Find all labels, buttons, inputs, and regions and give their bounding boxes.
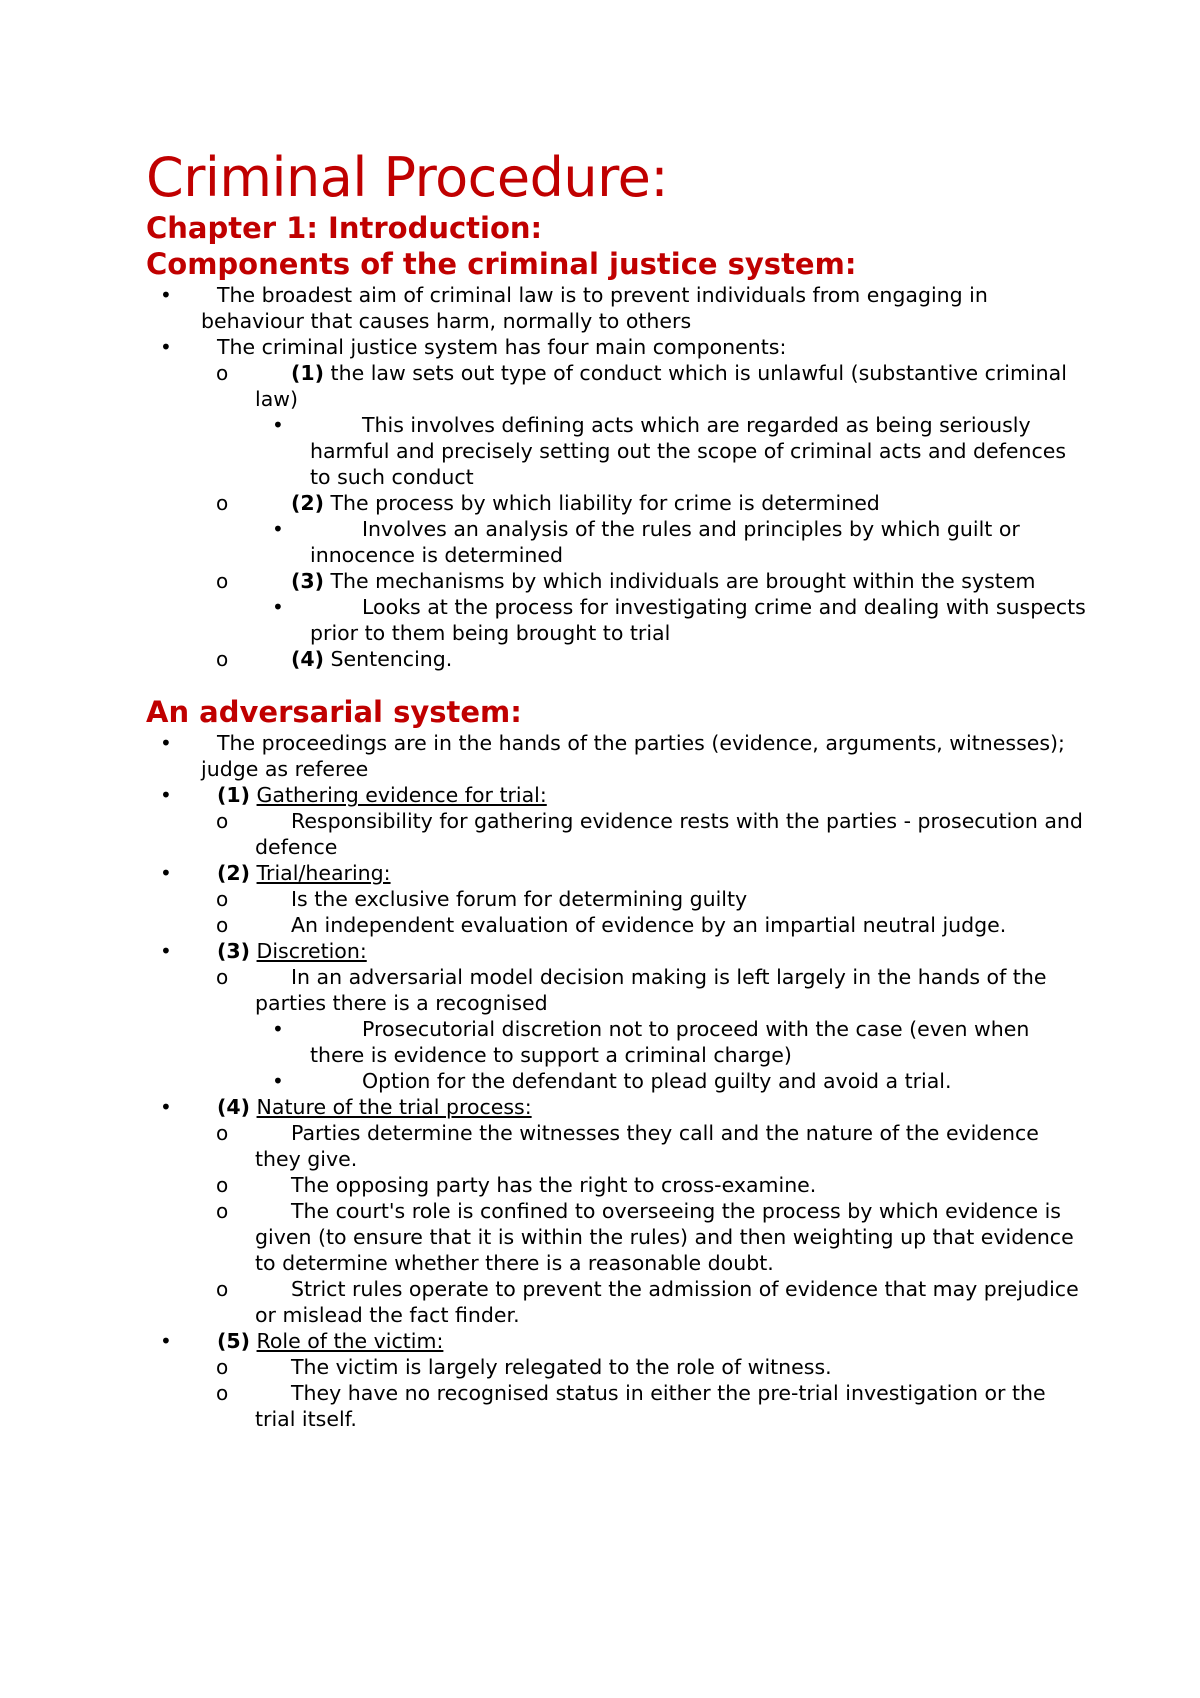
list-item: o Is the exclusive forum for determining guilty: [216, 887, 748, 911]
bullet-icon: •: [160, 1329, 172, 1353]
circle-bullet-icon: o: [216, 1277, 229, 1301]
list-item: • The proceedings are in the hands of the parties (evidence, arguments, witnesses); judge as referee: [160, 731, 1065, 781]
list-item: • Looks at the process for investigating crime and dealing with suspects prior to them being brought to trial: [272, 595, 1086, 645]
list-item: o Strict rules operate to prevent the admission of evidence that may prejudice or mislead the fact finder.: [216, 1277, 1079, 1327]
list-item: o (3) The mechanisms by which individuals are brought within the system • Looks at the process for investigating crime and dealing with suspects prior to them being brought to trial: [146, 568, 1086, 646]
circle-bullet-icon: o: [216, 361, 229, 385]
circle-bullet-icon: o: [216, 1381, 229, 1405]
list-item: o Parties determine the witnesses they call and the nature of the evidence they give.: [216, 1121, 1039, 1171]
circle-bullet-icon: o: [216, 647, 229, 671]
circle-bullet-icon: o: [216, 809, 229, 833]
list-item: • This involves defining acts which are regarded as being seriously harmful and precisely setting out the scope of criminal acts and defences to such conduct: [272, 413, 1067, 489]
bullet-icon: •: [272, 413, 284, 437]
circle-bullet-icon: o: [216, 887, 229, 911]
list-item: • (5) Role of the victim: o The victim is largely relegated to the role of witness. o They have no recognised status in either the pre-trial investigation or the trial itself.: [146, 1328, 1086, 1432]
bullet-icon: •: [160, 1095, 172, 1119]
list-item: o The victim is largely relegated to the role of witness.: [216, 1355, 832, 1379]
list-item: o (1) the law sets out type of conduct which is unlawful (substantive criminal law) • This involves defining acts which are regarded as being seriously harmful and precisely setting out the scope of criminal acts and defences to such conduct: [146, 360, 1086, 490]
list-item: • (2) Trial/hearing: o Is the exclusive forum for determining guilty o An independent evaluation of evidence by an impartial neutral judge.: [146, 860, 1086, 938]
list-item: • Involves an analysis of the rules and principles by which guilt or innocence is determined: [272, 517, 1020, 567]
circle-bullet-icon: o: [216, 1121, 229, 1145]
bullet-icon: •: [160, 731, 172, 755]
list-item: o The opposing party has the right to cross-examine.: [216, 1173, 817, 1197]
circle-bullet-icon: o: [216, 965, 229, 989]
components-list: [146, 282, 1086, 672]
circle-bullet-icon: o: [216, 1173, 229, 1197]
adversarial-list: [146, 730, 1086, 1432]
list-item: o (4) Sentencing.: [216, 647, 453, 671]
bullet-icon: •: [160, 335, 172, 359]
list-item: • (1) Gathering evidence for trial: o Responsibility for gathering evidence rests with the parties - prosecution and defence: [146, 782, 1086, 860]
section-heading-components: Components of the criminal justice system:: [146, 247, 857, 281]
bullet-icon: •: [272, 1017, 284, 1041]
list-item: • The broadest aim of criminal law is to prevent individuals from engaging in behaviour that causes harm, normally to others: [160, 283, 988, 333]
document-title: Criminal Procedure:: [146, 146, 669, 209]
document-page: [146, 146, 1086, 1432]
bullet-icon: •: [160, 783, 172, 807]
list-item: o They have no recognised status in either the pre-trial investigation or the trial itself.: [216, 1381, 1046, 1431]
chapter-heading: Chapter 1: Introduction:: [146, 211, 543, 245]
list-item: • Prosecutorial discretion not to proceed with the case (even when there is evidence to support a criminal charge): [272, 1017, 1030, 1067]
list-item: o In an adversarial model decision making is left largely in the hands of the parties there is a recognised • Prosecutorial discretion not to proceed with the case (even when there is evidence to support a criminal charge) • Option for the defendant to plead guilty and avoid a trial.: [146, 964, 1086, 1094]
bullet-icon: •: [272, 1069, 284, 1093]
bullet-icon: •: [160, 861, 172, 885]
bullet-icon: •: [160, 283, 172, 307]
circle-bullet-icon: o: [216, 569, 229, 593]
circle-bullet-icon: o: [216, 913, 229, 937]
bullet-icon: •: [272, 595, 284, 619]
circle-bullet-icon: o: [216, 1199, 229, 1223]
list-item: o Responsibility for gathering evidence rests with the parties - prosecution and defence: [216, 809, 1083, 859]
list-item: o An independent evaluation of evidence by an impartial neutral judge.: [216, 913, 1007, 937]
list-item: • (3) Discretion: o In an adversarial model decision making is left largely in the hands of the parties there is a recognised • Prosecutorial discretion not to proceed with the case (even when there is evidence to support a criminal charge) • Option for the defendant to plead guilty and avoid a trial.: [146, 938, 1086, 1094]
bullet-icon: •: [160, 939, 172, 963]
components-sublist: [146, 360, 1086, 672]
list-item: o (2) The process by which liability for crime is determined • Involves an analysis of the rules and principles by which guilt or innocence is determined: [146, 490, 1086, 568]
bullet-icon: •: [272, 517, 284, 541]
list-item: • (4) Nature of the trial process: o Parties determine the witnesses they call and the nature of the evidence they give. o The opposing party has the right to cross-examine. o The court's role is confined to overseeing the process by which evidence is given (to ensure that it is within the rules) and then weighting up that evidence to determine whether there is a reasonable doubt. o Strict rules operate to prevent the admission of evidence that may prejudice or mislead the fact finder.: [146, 1094, 1086, 1328]
list-item: • Option for the defendant to plead guilty and avoid a trial.: [272, 1069, 952, 1093]
circle-bullet-icon: o: [216, 491, 229, 515]
circle-bullet-icon: o: [216, 1355, 229, 1379]
list-item: • The criminal justice system has four main components: o (1) the law sets out type of conduct which is unlawful (substantive criminal law) • This involves defining acts which are regarded as being seriously harmful and precisely setting out the scope of criminal acts and defences to such conduct o (2) The process by which liability for crime is determined • Involves an analysis of the rules and principles by which guilt or innocence is determined o (3) The mechanisms by which individuals are brought within the system • Looks at the process for investigating crime and dealing with suspects prior to them being brought to trial o (4) Sentencing.: [146, 334, 1086, 672]
section-heading-adversarial: An adversarial system:: [146, 695, 522, 729]
list-item: o The court's role is confined to overseeing the process by which evidence is given (to ensure that it is within the rules) and then weighting up that evidence to determine whether there is a reasonable doubt.: [216, 1199, 1074, 1275]
